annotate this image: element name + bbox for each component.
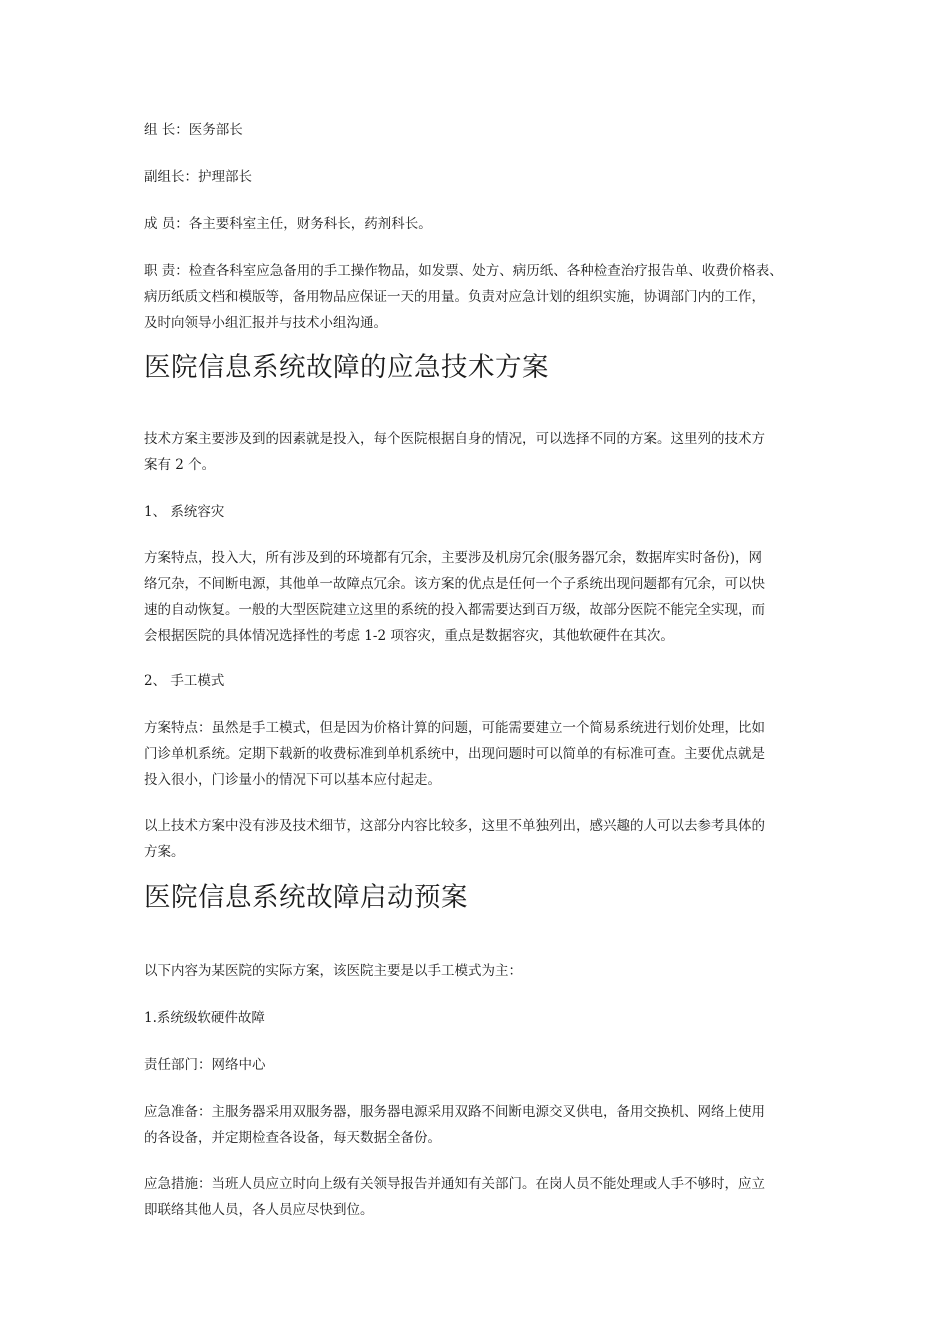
text-line: 病历纸质文档和模版等，备用物品应保证一天的用量。负责对应急计划的组织实施，协调部门内的工作， — [144, 289, 765, 305]
text-line: 成 员：各主要科室主任，财务科长，药剂科长。 — [144, 216, 432, 232]
paragraph-disaster-recovery-features — [144, 545, 808, 649]
section-heading-startup-plan: 医院信息系统故障启动预案 — [144, 882, 468, 913]
text-line: 应急准备：主服务器采用双服务器，服务器电源采用双路不间断电源交叉供电，备用交换机、网络上使用 — [144, 1104, 765, 1120]
text-line: 门诊单机系统。定期下载新的收费标准到单机系统中，出现问题时可以简单的有标准可查。主要优点就是 — [144, 746, 765, 762]
paragraph-system-fault-title — [144, 1005, 808, 1031]
paragraph-responsible-dept — [144, 1052, 808, 1078]
paragraph-technical-intro — [144, 426, 808, 478]
paragraph-emergency-measures — [144, 1171, 808, 1223]
text-line: 应急措施：当班人员应立时向上级有关领导报告并通知有关部门。在岗人员不能处理或人手不够时，应立 — [144, 1176, 765, 1192]
text-line: 1.系统级软硬件故障 — [144, 1010, 265, 1026]
text-line: 会根据医院的具体情况选择性的考虑 1-2 项容灾，重点是数据容灾，其他软硬件在其次。 — [144, 628, 674, 644]
text-line: 2、 手工模式 — [144, 673, 225, 689]
paragraph-manual-mode-features — [144, 715, 808, 793]
text-line: 副组长：护理部长 — [144, 169, 252, 185]
paragraph-team-leader — [144, 117, 808, 143]
text-line: 络冗杂，不间断电源，其他单一故障点冗余。该方案的优点是任何一个子系统出现问题都有冗余，可以快 — [144, 576, 765, 592]
text-line: 及时向领导小组汇报并与技术小组沟通。 — [144, 315, 387, 331]
text-line: 责任部门：网络中心 — [144, 1057, 266, 1073]
paragraph-technical-summary — [144, 813, 808, 865]
text-line: 方案特点，投入大，所有涉及到的环境都有冗余，主要涉及机房冗余(服务器冗余，数据库实时备份)，网 — [144, 550, 763, 566]
paragraph-members — [144, 211, 808, 237]
text-line: 案有 2 个。 — [144, 457, 216, 473]
text-line: 速的自动恢复。一般的大型医院建立这里的系统的投入都需要达到百万级，故部分医院不能完全实现，而 — [144, 602, 765, 618]
text-line: 1、 系统容灾 — [144, 504, 225, 520]
text-line: 的各设备，并定期检查各设备，每天数据全备份。 — [144, 1130, 441, 1146]
text-line: 组 长：医务部长 — [144, 122, 243, 138]
list-item-manual-mode — [144, 668, 808, 694]
text-line: 方案特点：虽然是手工模式，但是因为价格计算的问题，可能需要建立一个简易系统进行划价处理，比如 — [144, 720, 765, 736]
text-line: 职 责：检查各科室应急备用的手工操作物品，如发票、处方、病历纸、各种检查治疗报告单、收费价格表、 — [144, 263, 783, 279]
text-line: 以上技术方案中没有涉及技术细节，这部分内容比较多，这里不单独列出，感兴趣的人可以去参考具体的 — [144, 818, 765, 834]
paragraph-responsibilities — [144, 258, 808, 336]
paragraph-startup-intro — [144, 958, 808, 984]
text-line: 以下内容为某医院的实际方案，该医院主要是以手工模式为主： — [144, 963, 522, 979]
text-line: 即联络其他人员，各人员应尽快到位。 — [144, 1202, 374, 1218]
list-item-disaster-recovery — [144, 499, 808, 525]
paragraph-deputy-leader — [144, 164, 808, 190]
text-line: 投入很小，门诊量小的情况下可以基本应付起走。 — [144, 772, 441, 788]
paragraph-emergency-preparation — [144, 1099, 808, 1151]
text-line: 技术方案主要涉及到的因素就是投入，每个医院根据自身的情况，可以选择不同的方案。这里列的技术方 — [144, 431, 765, 447]
text-line: 方案。 — [144, 844, 185, 860]
section-heading-technical-plan: 医院信息系统故障的应急技术方案 — [144, 352, 549, 383]
